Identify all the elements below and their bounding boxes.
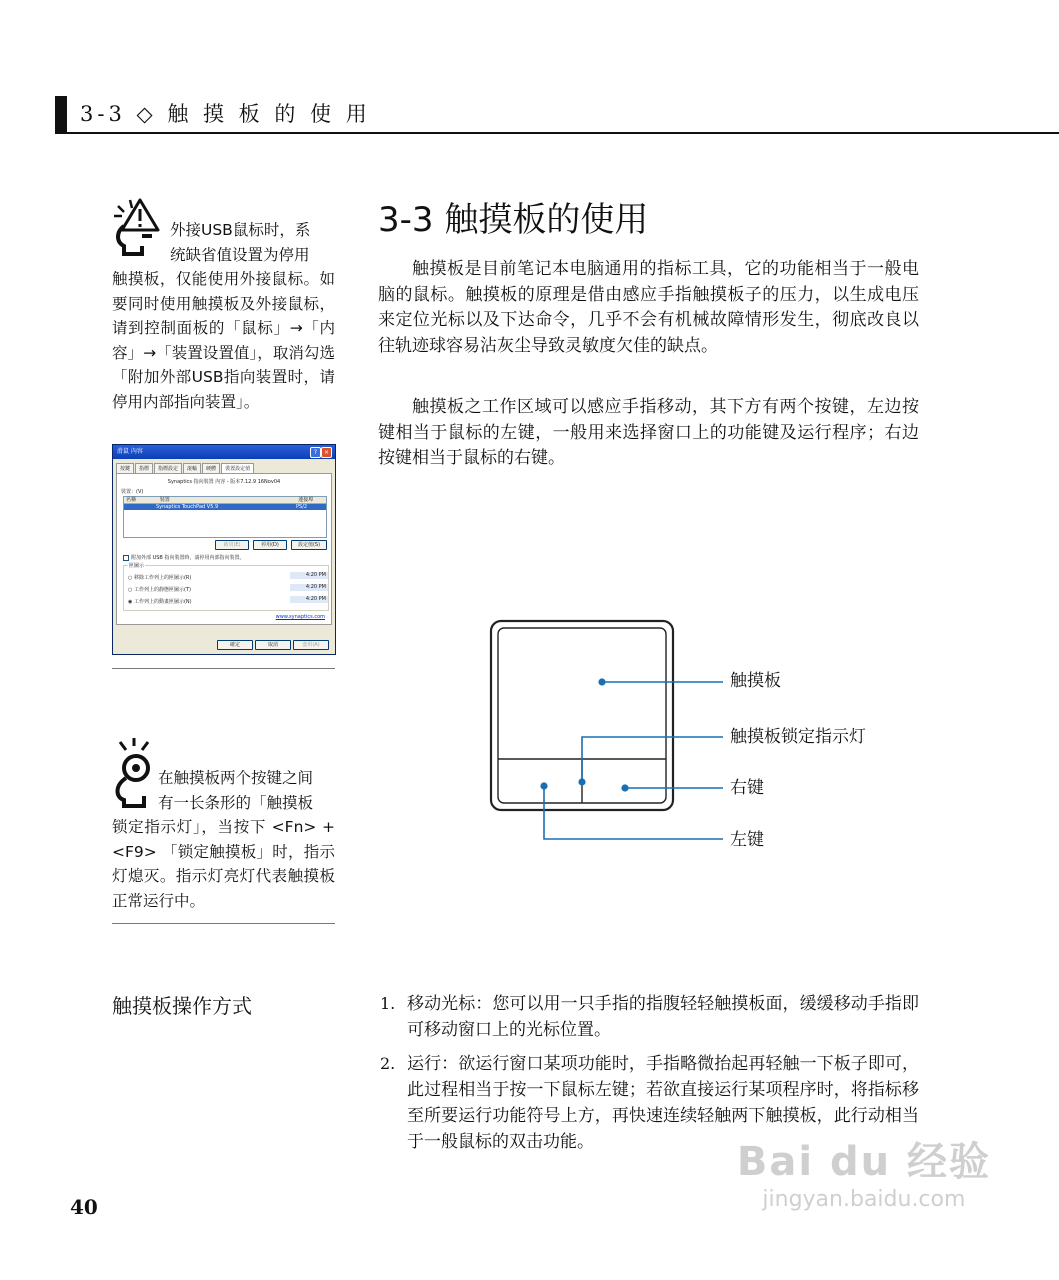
device-row[interactable] [124, 504, 326, 510]
tray-option-static[interactable]: ○ 工作列上的靜態匣圖示(T) [128, 587, 191, 593]
disable-button[interactable]: 停用(D) [253, 540, 287, 550]
cancel-button[interactable]: 取消 [255, 640, 291, 650]
touchpad-diagram [485, 615, 745, 855]
note-divider [112, 668, 335, 669]
close-icon[interactable]: × [321, 447, 332, 458]
tab-device-settings[interactable]: 裝置設定值 [221, 463, 254, 473]
device-list[interactable] [123, 496, 327, 538]
tray-group-label: 匣圖示 [129, 563, 145, 569]
list-item-number: 1. [380, 994, 396, 1013]
dialog-titlebar [113, 445, 335, 459]
tray-preview-3: 4:20 PM [290, 596, 328, 603]
label-right-button: 右键 [730, 778, 764, 798]
warning-note-line2: 统缺省值设置为停用 [170, 246, 310, 264]
tray-preview-2: 4:20 PM [290, 584, 328, 591]
label-touchpad: 触摸板 [730, 671, 781, 691]
tray-icon-group [123, 565, 329, 611]
watermark-logo: Bai du 经验 [736, 1139, 991, 1185]
tray-option-animated[interactable]: ◉ 工作列上的動畫匣圖示(N) [128, 599, 192, 605]
list-item-move-cursor: 移动光标：您可以用一只手指的指腹轻轻触摸板面，缓缓移动手指即可移动窗口上的光标位置。 [407, 994, 919, 1040]
synaptics-link[interactable]: www.synaptics.com [275, 614, 325, 620]
device-name: Synaptics TouchPad V5.9 [156, 504, 219, 510]
list-item-number: 2. [380, 1054, 396, 1073]
operations-heading: 触摸板操作方式 [112, 994, 252, 1018]
note-divider [112, 923, 335, 924]
dialog-title: 滑鼠 內容 [117, 448, 143, 455]
dialog-body [116, 473, 332, 625]
paragraph-1: 触摸板是目前笔记本电脑通用的指标工具，它的功能相当于一般电脑的鼠标。触摸板的原理是借由感应手指触摸板子的压力，以生成电压来定位光标以及下达命令，几乎不会有机械故障情形发生，彻底改良以往轨迹球容易沾灰尘导致灵敏度欠佳的缺点。 [378, 259, 919, 356]
apply-button[interactable]: 套用(A) [293, 640, 329, 650]
checkbox-label: 附加外部 USB 指向裝置時，請停用內部指向裝置。 [131, 555, 245, 561]
tip-note-line2: 有一长条形的「触摸板 [158, 794, 314, 812]
disable-on-usb-checkbox[interactable] [123, 554, 244, 561]
paragraph-2: 触摸板之工作区域可以感应手指移动，其下方有两个按键，左边按键相当于鼠标的左键，一般用来选择窗口上的功能键及运行程序；右边按键相当于鼠标的右键。 [378, 397, 919, 469]
ok-button[interactable]: 確定 [217, 640, 253, 650]
header-rule [55, 132, 1059, 134]
tray-preview-1: 4:20 PM [290, 572, 328, 579]
touchpad-marker [598, 678, 605, 685]
warning-icon [112, 196, 166, 256]
page-number: 40 [70, 1195, 98, 1219]
enable-button[interactable]: 啟用(E) [215, 540, 249, 550]
col-status: 連接埠 [298, 497, 314, 503]
tip-note-line1: 在触摸板两个按键之间 [158, 769, 314, 787]
devices-label: 裝置：(V) [121, 489, 144, 495]
tab-pointers[interactable]: 指標 [135, 463, 153, 473]
device-port: PS/2 [296, 504, 308, 510]
watermark-url: jingyan.baidu.com [762, 1187, 966, 1212]
label-left-button: 左键 [730, 830, 764, 850]
tip-note-body: 锁定指示灯」，当按下 <Fn> + <F9> 「锁定触摸板」时，指示灯熄灭。指示灯亮灯代表触摸板正常运行中。 [112, 818, 335, 910]
page-title: 3-3 触摸板的使用 [378, 200, 649, 240]
lock-indicator-marker [578, 778, 585, 785]
help-icon[interactable]: ? [310, 447, 321, 458]
tab-buttons[interactable]: 按鍵 [116, 463, 134, 473]
watermark [737, 1130, 991, 1212]
tab-wheel[interactable]: 滾輪 [183, 463, 201, 473]
col-device: 裝置 [159, 497, 170, 503]
label-lock-indicator: 触摸板锁定指示灯 [730, 727, 866, 747]
dialog-tabs [113, 459, 335, 473]
right-button-marker [621, 784, 628, 791]
tray-option-remove[interactable]: ○ 移除工作列上的匣圖示(R) [128, 575, 192, 581]
col-name: 名稱 [126, 497, 137, 503]
driver-info: Synaptics 指向裝置 內容 - 版本7.12.9 16Nov04 [167, 479, 281, 485]
mouse-properties-screenshot [112, 444, 336, 655]
bulb-head-icon [112, 738, 156, 808]
left-button-marker [540, 782, 547, 789]
warning-note-body: 触摸板，仅能使用外接鼠标。如要同时使用触摸板及外接鼠标，请到控制面板的「鼠标」→「内容」→「装置设置值」，取消勾选「附加外部USB指向装置时，请停用内部指向装置」。 [112, 270, 335, 411]
warning-note-line1: 外接USB鼠标时，系 [170, 221, 311, 239]
tab-hardware[interactable]: 硬體 [202, 463, 220, 473]
list-item-run: 运行：欲运行窗口某项功能时，手指略微抬起再轻触一下板子即可，此过程相当于按一下鼠标左键；若欲直接运行某项程序时，将指标移至所要运行功能符号上方，再快速连续轻触两下触摸板，此行动相当于一般鼠标的双击功能。 [407, 1054, 919, 1152]
tab-pointer-options[interactable]: 指標設定 [154, 463, 182, 473]
section-header-title: 3-3 ◇ 触 摸 板 的 使 用 [80, 102, 371, 126]
settings-button[interactable]: 設定值(S) [291, 540, 327, 550]
header-bar [55, 96, 67, 134]
